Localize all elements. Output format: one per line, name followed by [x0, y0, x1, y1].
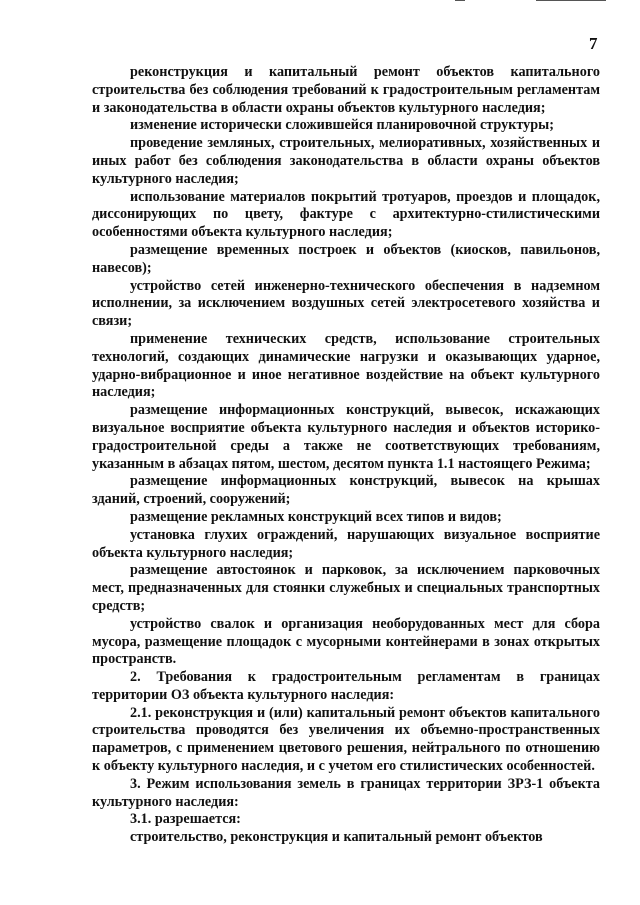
paragraph: строительство, реконструкция и капитальный ремонт объектов	[130, 829, 543, 846]
section-heading: 3. Режим использования земель в границах территории ЗРЗ-1 объекта культурного наследия:	[92, 775, 600, 810]
paragraph: размещение временных построек и объектов (киосков, павильонов, навесов);	[92, 241, 600, 276]
top-rule-left	[455, 0, 465, 1]
paragraph: 3.1. разрешается:	[130, 811, 241, 828]
paragraph: установка глухих ограждений, нарушающих визуальное восприятие объекта культурного наследия;	[92, 526, 600, 561]
paragraph: размещение информационных конструкций, вывесок на крышах зданий, строений, сооружений;	[92, 473, 600, 508]
paragraph: применение технических средств, использование строительных технологий, создающих динамические нагрузки и оказывающих ударное, ударно-вибрационное и иное негативное воздействие на объект культурного наследия;	[92, 330, 600, 401]
paragraph: размещение автостоянок и парковок, за исключением парковочных мест, предназначенных для стоянки служебных и специальных транспортных средств;	[92, 562, 600, 614]
paragraph: использование материалов покрытий тротуаров, проездов и площадок, диссонирующих по цвету, фактуре с архитектурно-стилистическими особенностями объекта культурного наследия;	[92, 188, 600, 241]
paragraph: устройство сетей инженерно-технического обеспечения в надземном исполнении, за исключением воздушных сетей электросетевого хозяйства и связи;	[92, 277, 600, 330]
paragraph: устройство свалок и организация необорудованных мест для сбора мусора, размещение площадок с мусорными контейнерами в зонах открытых пространств.	[92, 615, 600, 668]
paragraph: размещение рекламных конструкций всех типов и видов;	[130, 508, 502, 525]
document-body	[92, 64, 600, 847]
page-number: 7	[589, 34, 598, 53]
section-heading: 2. Требования к градостроительным регламентам в границах территории ОЗ объекта культурного наследия:	[92, 669, 600, 703]
paragraph: реконструкция и капитальный ремонт объектов капитального строительства без соблюдения требований к градостроительным регламентам и законодательства в области охраны объектов культурного наследия;	[92, 64, 600, 116]
paragraph: изменение исторически сложившейся планировочной структуры;	[130, 117, 554, 134]
top-rule-right	[536, 0, 606, 1]
paragraph: проведение земляных, строительных, мелиоративных, хозяйственных и иных работ без соблюдения законодательства в области охраны объектов культурного наследия;	[92, 135, 600, 187]
paragraph: размещение информационных конструкций, вывесок, искажающих визуальное восприятие объекта культурного наследия и объектов историко-градостроительной среды а также не соответствующих требованиям, указанным в абзацах пятом, шестом, десятом пункта 1.1 настоящего Режима;	[92, 402, 600, 472]
paragraph: 2.1. реконструкция и (или) капитальный ремонт объектов капитального строительства проводятся без увеличения их объемно-пространственных параметров, с применением цветового решения, нейтрального по отношению к объекту культурного наследия, и с учетом его стилистических особенностей.	[92, 704, 600, 775]
